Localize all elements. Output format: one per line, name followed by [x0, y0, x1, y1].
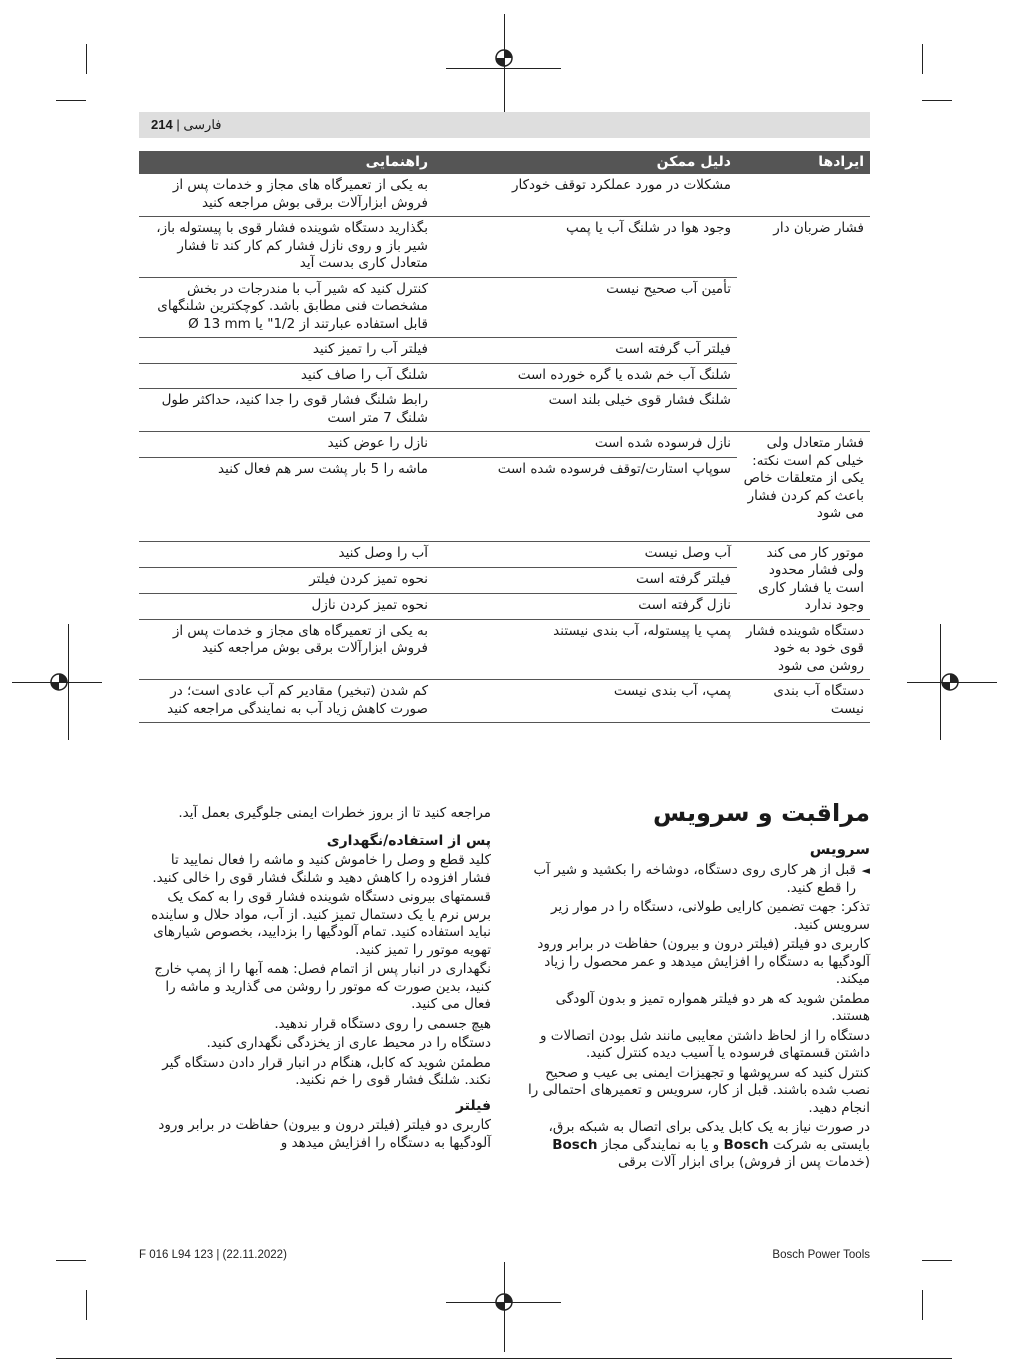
section-title: مراقبت و سرویس: [653, 799, 870, 827]
header-divider: |: [176, 117, 184, 132]
remedy-cell: به یکی از تعمیرگاه های مجاز و خدمات پس از فروش ابزارآلات برقی بوش مراجعه کنید: [139, 619, 434, 680]
crop-mark: [922, 44, 923, 74]
problem-cell: فشار ضربان دار: [737, 217, 870, 432]
cause-cell: سوپاپ استارت/توقف فرسوده شده است: [434, 457, 737, 541]
crop-mark: [56, 1260, 86, 1261]
crop-mark: [86, 1290, 87, 1320]
problem-cell: دستگاه شوینده فشار قوی خود به خود روشن می شود: [737, 619, 870, 680]
remedy-cell: کم شدن (تبخیر) مقادیر کم آب عادی است؛ در صورت کاهش زیاد آب به نمایندگی مراجعه کنید: [139, 680, 434, 723]
crop-mark: [922, 100, 952, 101]
table-row: [139, 174, 870, 217]
crop-mark: [86, 44, 87, 74]
crop-mark: [922, 1260, 952, 1261]
bullet-text: قبل از هر کاری روی دستگاه، دوشاخه را بکشید و شیر آب را قطع کنید.: [533, 862, 856, 896]
paragraph: مطمئن شوید که هر دو فیلتر همواره تمیز و بدون آلودگی هستند.: [555, 990, 870, 1024]
paragraph: تذکر: جهت تضمین کارایی طولانی، دستگاه را در موار زیر سرویس کنید.: [551, 899, 870, 933]
crop-mark: [56, 100, 86, 101]
header-problems: ایرادها: [737, 151, 870, 174]
remedy-cell: فیلتر آب را تمیز کنید: [139, 338, 434, 364]
table-row: [139, 680, 870, 723]
paragraph-text: و یا به نمایندگی مجاز: [601, 1136, 720, 1153]
footer-brand: Bosch Power Tools: [772, 1249, 870, 1261]
page-number: 214: [151, 117, 173, 132]
remedy-cell: آب را وصل کنید: [139, 541, 434, 567]
header-cause: دلیل ممکن: [434, 151, 737, 174]
paragraph: مراجعه کنید تا از بروز خطرات ایمنی جلوگیری بعمل آید.: [178, 805, 491, 821]
registration-target-icon: [49, 672, 69, 692]
cause-cell: مشکلات در مورد عملکرد توقف خودکار: [511, 177, 731, 193]
problem-cell: فشار متعادل ولی خیلی کم است نکته: یکی از متعلقات خاص باعث کم کردن فشار می شود: [737, 432, 870, 542]
cause-cell: نازل گرفته است: [434, 593, 737, 619]
paragraph: [519, 1119, 870, 1172]
brand-name: Bosch: [552, 1136, 598, 1153]
cause-cell: آب وصل نیست: [434, 541, 737, 567]
registration-target-icon: [940, 672, 960, 692]
warning-bullet: [519, 862, 870, 897]
paragraph: کلید قطع و وصل را خاموش کنید و ماشه را فعال نمایید تا فشار افزوده را کاهش دهید و شلنگ فشار قوی را خالی کنید.: [152, 852, 491, 886]
cause-cell: تأمین آب صحیح نیست: [434, 277, 737, 338]
header-language: فارسی: [183, 117, 222, 132]
cause-cell: فیلتر گرفته است: [434, 567, 737, 593]
cause-cell: وجود هوا در شلنگ آب یا پمپ: [434, 217, 737, 278]
paragraph: قسمتهای بیرونی دستگاه شوینده فشار قوی را به کمک یک برس نرم یا یک دستمال تمیز کنید. از آب، مواد حلال و ساینده نباید استفاده کنید. تمام آلودگیها را بزدایید، بخصوص شیارهای تهویه موتور را تمیز کنید.: [151, 889, 491, 958]
problem-cell: دستگاه آب بندی نیست: [737, 680, 870, 723]
remedy-cell: ماشه را 5 بار پشت سر هم فعال کنید: [139, 457, 434, 541]
cause-cell: نازل فرسوده شده است: [434, 432, 737, 458]
crop-mark: [56, 1358, 952, 1359]
cause-cell: فیلتر آب گرفته است: [434, 338, 737, 364]
paragraph-text: (خدمات پس از فروش) برای ابزار آلات برقی: [617, 1154, 870, 1170]
brand-name: Bosch: [723, 1136, 769, 1153]
storage-column: [139, 805, 491, 1154]
registration-line: [504, 14, 505, 124]
subsection-title: سرویس: [809, 839, 870, 858]
remedy-cell: کنترل کنید که شیر آب با مندرجات در بخش مشخصات فنی مطابق باشد. کوچکترین شلنگهای قابل استفاده عبارتند از 1/2" یا Ø 13 mm: [139, 277, 434, 338]
service-column: [519, 799, 870, 1174]
subsection-title: فیلتر: [455, 1097, 491, 1114]
registration-target-icon: [494, 48, 514, 68]
remedy-cell: رابط شلنگ فشار قوی را جدا کنید، حداکثر طول شلنگ 7 متر است: [139, 389, 434, 432]
remedy-cell: نحوه تمیز کردن فیلتر: [139, 567, 434, 593]
paragraph: کنترل کنید که سرپوشها و تجهیزات ایمنی بی عیب و صحیح نصب شده باشند. قبل از کار، سرویس و تعمیرهای احتمالی را انجام دهید.: [527, 1064, 870, 1116]
table-row: [139, 541, 870, 567]
paragraph: دستگاه را در محیط عاری از یخزدگی نگهداری کنید.: [206, 1035, 491, 1051]
page-header: [139, 112, 870, 138]
remedy-cell: نازل را عوض کنید: [139, 432, 434, 458]
remedy-cell: شلنگ آب را صاف کنید: [139, 363, 434, 389]
paragraph: دستگاه را از لحاظ داشتن معایبی مانند شل بودن اتصالات و داشتن قسمتهای فرسوده یا آسیب دیده کنترل کنید.: [540, 1027, 870, 1061]
paragraph: کاربری دو فیلتر (فیلتر درون و بیرون) حفاظت در برابر ورود آلودگیها به دستگاه را افزایش میدهد و: [158, 1117, 491, 1151]
paragraph: مطمئن شوید که کابل، هنگام در انبار قرار دادن دستگاه گیر نکند. شلنگ فشار قوی را خم نکنید.: [162, 1054, 491, 1088]
cause-cell: پمپ یا پیستوله، آب بندی نیستند: [434, 619, 737, 680]
troubleshooting-table: [139, 151, 870, 723]
crop-mark: [922, 1290, 923, 1320]
problem-cell: موتور کار می کند ولی فشار محدود است یا فشار کاری وجود ندارد: [737, 541, 870, 619]
footer-doc-code: F 016 L94 123 | (22.11.2022): [139, 1249, 287, 1261]
table-header-row: [139, 151, 870, 174]
paragraph: کاربری دو فیلتر (فیلتر درون و بیرون) حفاظت در برابر ورود آلودگیها به دستگاه را افزایش میدهد و عمر محصول را زیاد میکند.: [537, 936, 870, 987]
cause-cell: پمپ، آب بندی نیست: [434, 680, 737, 723]
remedy-cell: نحوه تمیز کردن نازل: [139, 593, 434, 619]
subsection-title: پس از استفاده/نگهداری: [326, 832, 491, 849]
table-row: [139, 619, 870, 680]
paragraph-text: در صورت نیاز به یک کابل یدکی برای اتصال به شبکه برق، بایستی به شرکت: [548, 1119, 870, 1153]
remedy-cell: بگذارید دستگاه شوینده فشار قوی با پیستوله باز، شیر باز و روی نازل فشار کم کار کند تا فشار متعادل کاری بدست آید: [139, 217, 434, 278]
remedy-cell: به یکی از تعمیرگاه های مجاز و خدمات پس از فروش ابزارآلات برقی بوش مراجعه کنید: [172, 177, 428, 211]
table-row: [139, 217, 870, 278]
paragraph: هیچ جسمی را روی دستگاه قرار ندهید.: [274, 1015, 491, 1032]
registration-target-icon: [494, 1292, 514, 1312]
header-remedy: راهنمایی: [139, 151, 434, 174]
cause-cell: شلنگ فشار قوی خیلی بلند است: [434, 389, 737, 432]
cause-cell: شلنگ آب خم شده یا گره خورده است: [434, 363, 737, 389]
triangle-bullet-icon: ◄: [861, 864, 870, 877]
problem-cell: [737, 174, 870, 217]
table-row: [139, 432, 870, 458]
paragraph: نگهداری در انبار پس از اتمام فصل: همه آبها را از پمپ خارج کنید، بدین صورت که موتور را روشن می گذارید و ماشه را فعال می کنید.: [154, 961, 491, 1012]
